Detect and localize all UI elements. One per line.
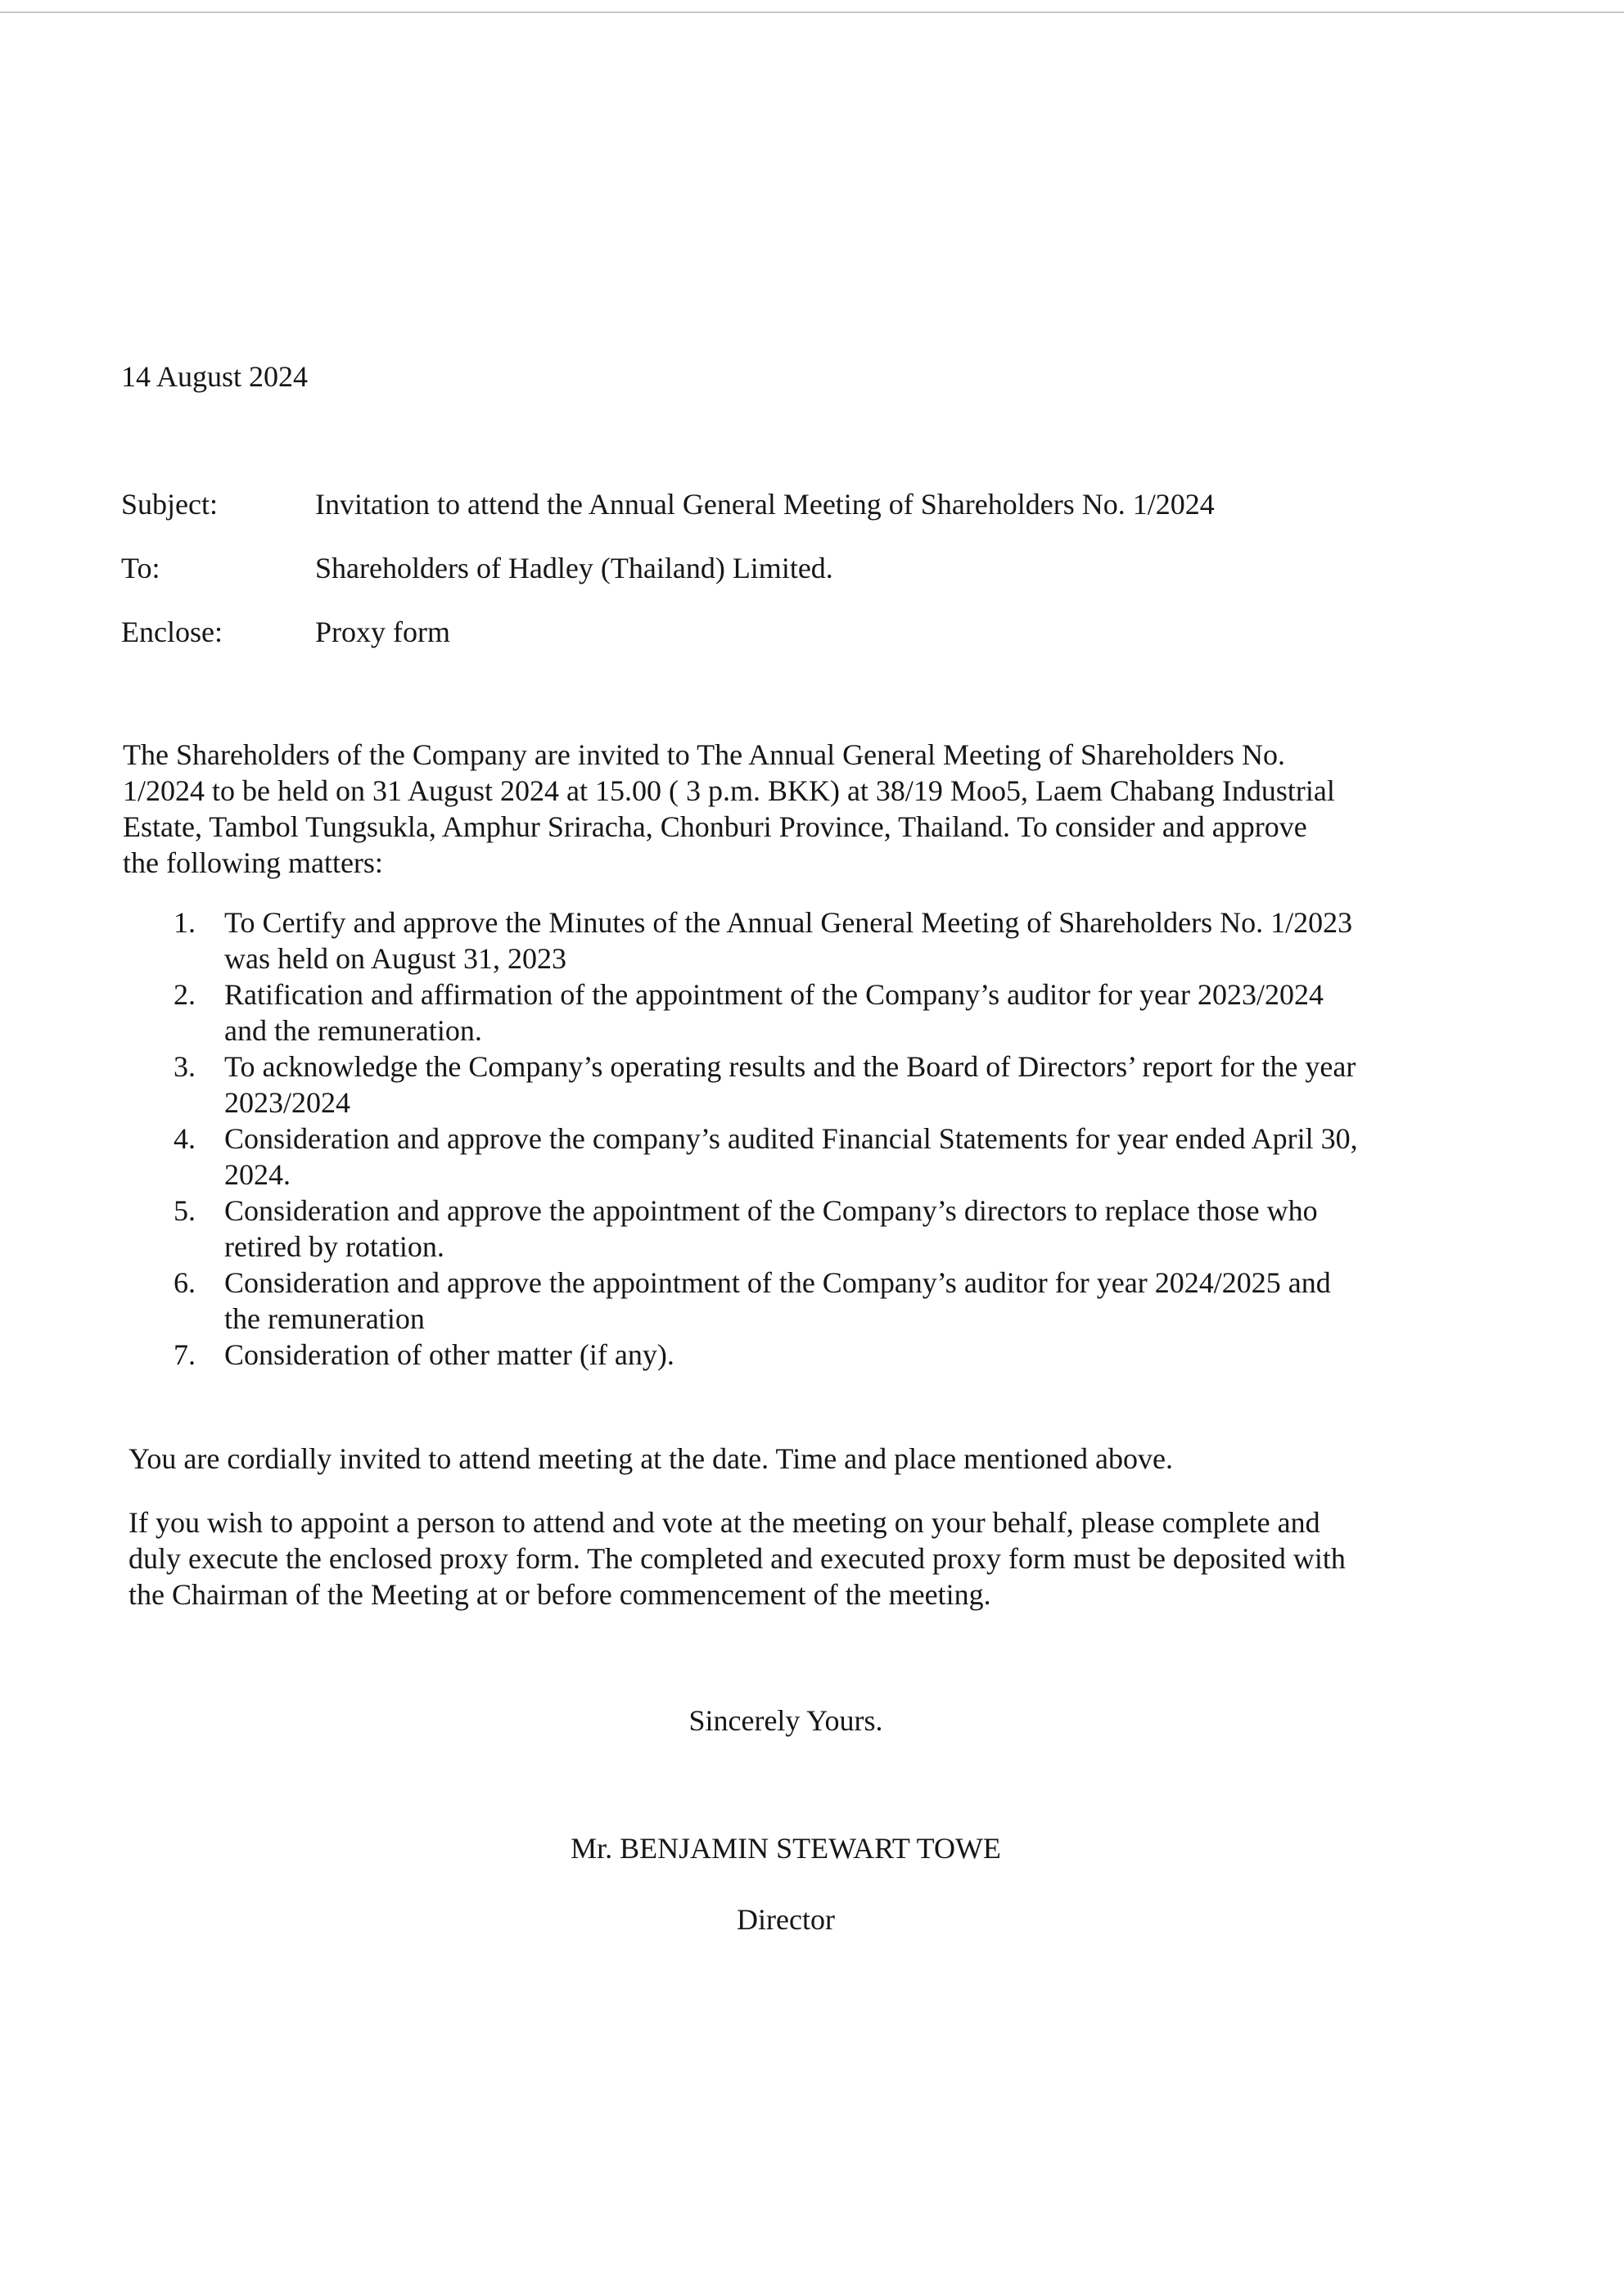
agenda-line: To Certify and approve the Minutes of the Annual General Meeting of Shareholders No. 1/2023 — [224, 906, 1353, 939]
agenda-line: and the remuneration. — [224, 1014, 482, 1047]
agenda-item — [123, 1337, 1449, 1373]
intro-line: Estate, Tambol Tungsukla, Amphur Sriracha, Chonburi Province, Thailand. To consider and approve — [123, 810, 1307, 843]
agenda-line: the remuneration — [224, 1302, 425, 1335]
agenda-line: To acknowledge the Company’s operating results and the Board of Directors’ report for the year — [224, 1050, 1356, 1083]
agenda-item — [123, 1121, 1449, 1193]
top-rule — [0, 11, 1624, 13]
agenda-item — [123, 1193, 1449, 1265]
agenda-line: Consideration of other matter (if any). — [224, 1338, 674, 1371]
agenda-line: retired by rotation. — [224, 1230, 444, 1263]
signatory-title: Director — [737, 1903, 835, 1936]
agenda-text — [224, 904, 1449, 977]
agenda-number: 7. — [174, 1338, 196, 1371]
agenda-number: 3. — [174, 1050, 196, 1083]
letter-date: 14 August 2024 — [121, 360, 309, 393]
agenda-line: Consideration and approve the appointment of the Company’s directors to replace those who — [224, 1194, 1318, 1227]
agenda-line: 2024. — [224, 1158, 291, 1191]
agenda-line: Consideration and approve the appointment of the Company’s auditor for year 2024/2025 and — [224, 1266, 1331, 1299]
signatory-name: Mr. BENJAMIN STEWART TOWE — [571, 1832, 1001, 1865]
intro-line: the following matters: — [123, 846, 383, 879]
header-enclose — [121, 614, 1513, 650]
header-label: To: — [121, 552, 160, 584]
proxy-line: the Chairman of the Meeting at or before commencement of the meeting. — [129, 1578, 991, 1611]
intro-paragraph — [123, 737, 1432, 881]
signature-area — [524, 1752, 1048, 1825]
agenda-number: 1. — [174, 906, 196, 939]
agenda-item — [123, 1265, 1449, 1337]
header-subject — [121, 486, 1513, 522]
agenda-text — [224, 1049, 1449, 1121]
proxy-paragraph — [129, 1504, 1455, 1613]
agenda-line: 2023/2024 — [224, 1086, 351, 1119]
agenda-text — [224, 1265, 1449, 1337]
agenda-item — [123, 1049, 1449, 1121]
agenda-line: Ratification and affirmation of the appointment of the Company’s auditor for year 2023/2024 — [224, 978, 1324, 1011]
invite-line: You are cordially invited to attend meeting at the date. Time and place mentioned above. — [129, 1442, 1174, 1475]
header-value: Shareholders of Hadley (Thailand) Limited. — [315, 552, 833, 584]
agenda-number: 2. — [174, 978, 196, 1011]
agenda-text — [224, 1337, 1449, 1373]
agenda-text — [224, 977, 1449, 1049]
agenda-number: 4. — [174, 1122, 196, 1155]
intro-line: 1/2024 to be held on 31 August 2024 at 15.00 ( 3 p.m. BKK) at 38/19 Moo5, Laem Chabang Industrial — [123, 774, 1335, 807]
header-value: Invitation to attend the Annual General Meeting of Shareholders No. 1/2024 — [315, 488, 1215, 521]
header-value: Proxy form — [315, 616, 450, 648]
agenda-number: 6. — [174, 1266, 196, 1299]
agenda-item — [123, 977, 1449, 1049]
agenda-line: Consideration and approve the company’s audited Financial Statements for year ended April 30, — [224, 1122, 1358, 1155]
proxy-line: If you wish to appoint a person to attend and vote at the meeting on your behalf, please complete and — [129, 1506, 1320, 1539]
invite-paragraph — [129, 1441, 1455, 1477]
agenda-text — [224, 1193, 1449, 1265]
closing-salutation: Sincerely Yours. — [688, 1704, 883, 1737]
header-label: Subject: — [121, 488, 218, 521]
agenda-number: 5. — [174, 1194, 196, 1227]
agenda-item — [123, 904, 1449, 977]
agenda-list — [123, 904, 1449, 1373]
header-label: Enclose: — [121, 616, 223, 648]
proxy-line: duly execute the enclosed proxy form. The completed and executed proxy form must be deposited with — [129, 1542, 1346, 1575]
intro-line: The Shareholders of the Company are invited to The Annual General Meeting of Shareholders No. — [123, 738, 1285, 771]
agenda-line: was held on August 31, 2023 — [224, 942, 566, 975]
header-to — [121, 550, 1513, 586]
agenda-text — [224, 1121, 1449, 1193]
